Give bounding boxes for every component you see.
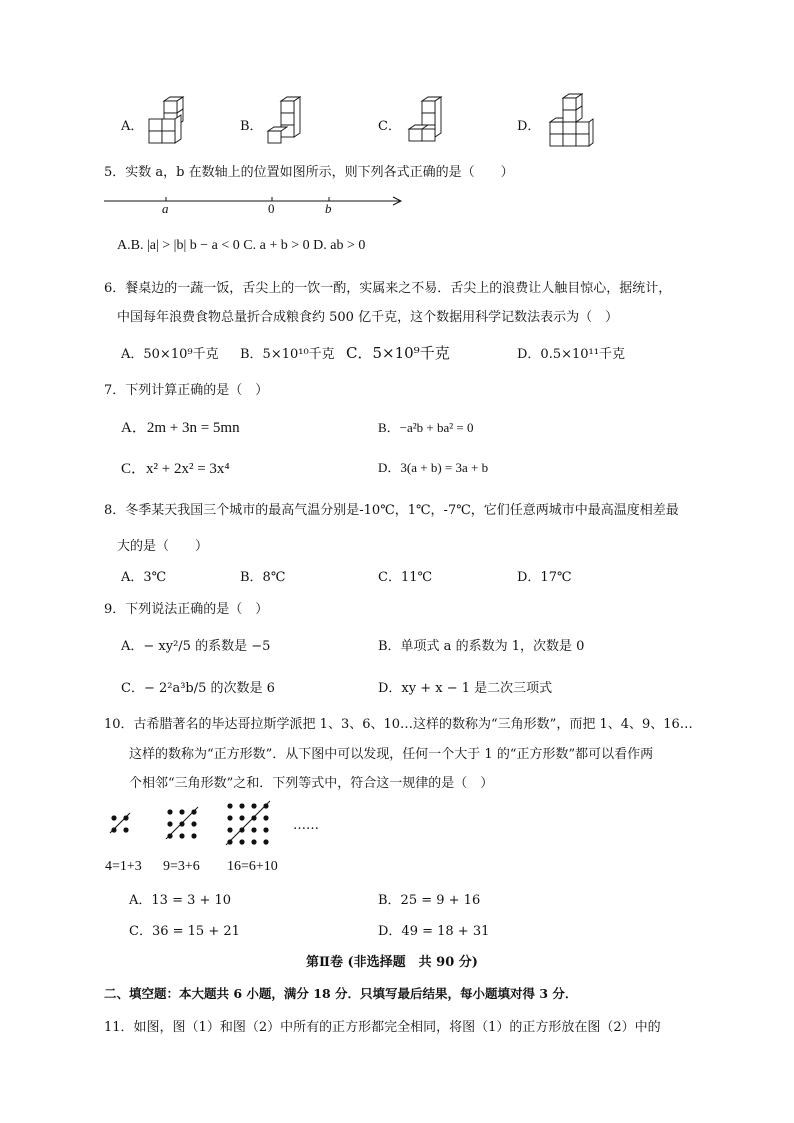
- q6-option-c: C．5×10⁹千克: [346, 344, 450, 362]
- q8-option-d: D．17℃: [517, 570, 572, 585]
- q7-option-a: A．2m + 3n = 5mn: [121, 420, 240, 436]
- q9-option-b: B．单项式 a 的系数为 1，次数是 0: [378, 639, 585, 654]
- q4-option-c-figure: [402, 95, 446, 147]
- q5-stem: 5．实数 a，b 在数轴上的位置如图所示，则下列各式正确的是（ ）: [104, 165, 514, 180]
- q7-stem: 7．下列计算正确的是（ ）: [104, 383, 269, 398]
- q10-dots-2x2: [110, 813, 130, 833]
- q4-option-d-figure: [543, 92, 595, 150]
- q5-axis-label-0: 0: [268, 201, 275, 216]
- q9-option-c: C．− 2²a³b/5 的次数是 6: [121, 681, 275, 696]
- q6-stem-line2: 中国每年浪费食物总量折合成粮食约 500 亿千克，这个数据用科学记数法表示为（ ）: [117, 310, 619, 325]
- q10-dots-3x3: [166, 807, 198, 839]
- q5-number-line: [100, 190, 410, 218]
- q6-option-a: A．50×10⁹千克: [121, 347, 219, 362]
- q9-option-a: A．− xy²/5 的系数是 −5: [121, 639, 271, 654]
- q10-dots-4x4: [226, 801, 270, 845]
- q10-caption-2: 9=3+6: [163, 859, 200, 874]
- q8-stem-line1: 8．冬季某天我国三个城市的最高气温分别是-10℃，1℃，-7℃，它们任意两城市中最高温度相差最: [104, 503, 679, 518]
- q6-stem-line1: 6．餐桌边的一蔬一饭，舌尖上的一饮一酌，实属来之不易．舌尖上的浪费让人触目惊心，据统计，: [104, 281, 672, 296]
- q10-stem-line2: 这样的数称为“正方形数”．从下图中可以发现，任何一个大于 1 的“正方形数”都可以看作两: [129, 747, 654, 762]
- q4-option-a-label: A．: [121, 119, 144, 134]
- q11-stem: 11．如图，图（1）和图（2）中所有的正方形都完全相同，将图（1）的正方形放在图（2）中的: [104, 1020, 661, 1035]
- q9-option-d: D．xy + x − 1 是二次三项式: [378, 681, 553, 696]
- q8-option-c: C．11℃: [378, 570, 433, 585]
- q4-option-a-figure: [146, 95, 190, 147]
- q6-option-b: B．5×10¹⁰千克: [240, 347, 335, 362]
- q10-caption-3: 16=6+10: [227, 859, 278, 874]
- q10-ellipsis: ……: [293, 818, 319, 833]
- q10-stem-line1: 10．古希腊著名的毕达哥拉斯学派把 1、3、6、10…这样的数称为“三角形数”，而把 1、4、9、16…: [104, 717, 693, 732]
- q10-caption-1: 4=1+3: [105, 859, 142, 874]
- q4-option-c-label: C．: [378, 119, 401, 134]
- q7-option-c: C．x² + 2x² = 3x⁴: [121, 461, 230, 477]
- q10-option-a: A．13 = 3 + 10: [129, 893, 232, 908]
- q4-option-b-figure: [263, 95, 307, 147]
- fill-in-header: 二、填空题：本大题共 6 小题，满分 18 分．只填写最后结果，每小题填对得 3 分．: [104, 986, 578, 1001]
- q7-option-d: D．3(a + b) = 3a + b: [378, 460, 489, 475]
- q9-stem: 9．下列说法正确的是（ ）: [104, 602, 269, 617]
- q7-option-b: B．−a²b + ba² = 0: [378, 420, 474, 435]
- q5-answer-line: A.B. |a| > |b| b − a < 0 C. a + b > 0 D. ab > 0: [117, 238, 366, 253]
- q8-option-b: B．8℃: [240, 570, 286, 585]
- q4-option-d-label: D．: [517, 119, 541, 134]
- q8-option-a: A．3℃: [121, 570, 167, 585]
- q4-option-b-label: B．: [240, 119, 263, 134]
- q6-option-d: D．0.5×10¹¹千克: [517, 347, 625, 362]
- q5-axis-label-b: b: [325, 201, 332, 216]
- section2-title: 第Ⅱ卷 (非选择题 共 90 分): [306, 955, 478, 970]
- q10-option-c: C．36 = 15 + 21: [129, 924, 240, 939]
- q10-option-b: B．25 = 9 + 16: [378, 893, 481, 908]
- q8-stem-line2: 大的是（ ）: [117, 539, 209, 554]
- q10-option-d: D．49 = 18 + 31: [378, 924, 490, 939]
- q5-axis-label-a: a: [162, 201, 169, 216]
- q10-stem-line3: 个相邻“三角形数”之和．下列等式中，符合这一规律的是（ ）: [129, 776, 494, 791]
